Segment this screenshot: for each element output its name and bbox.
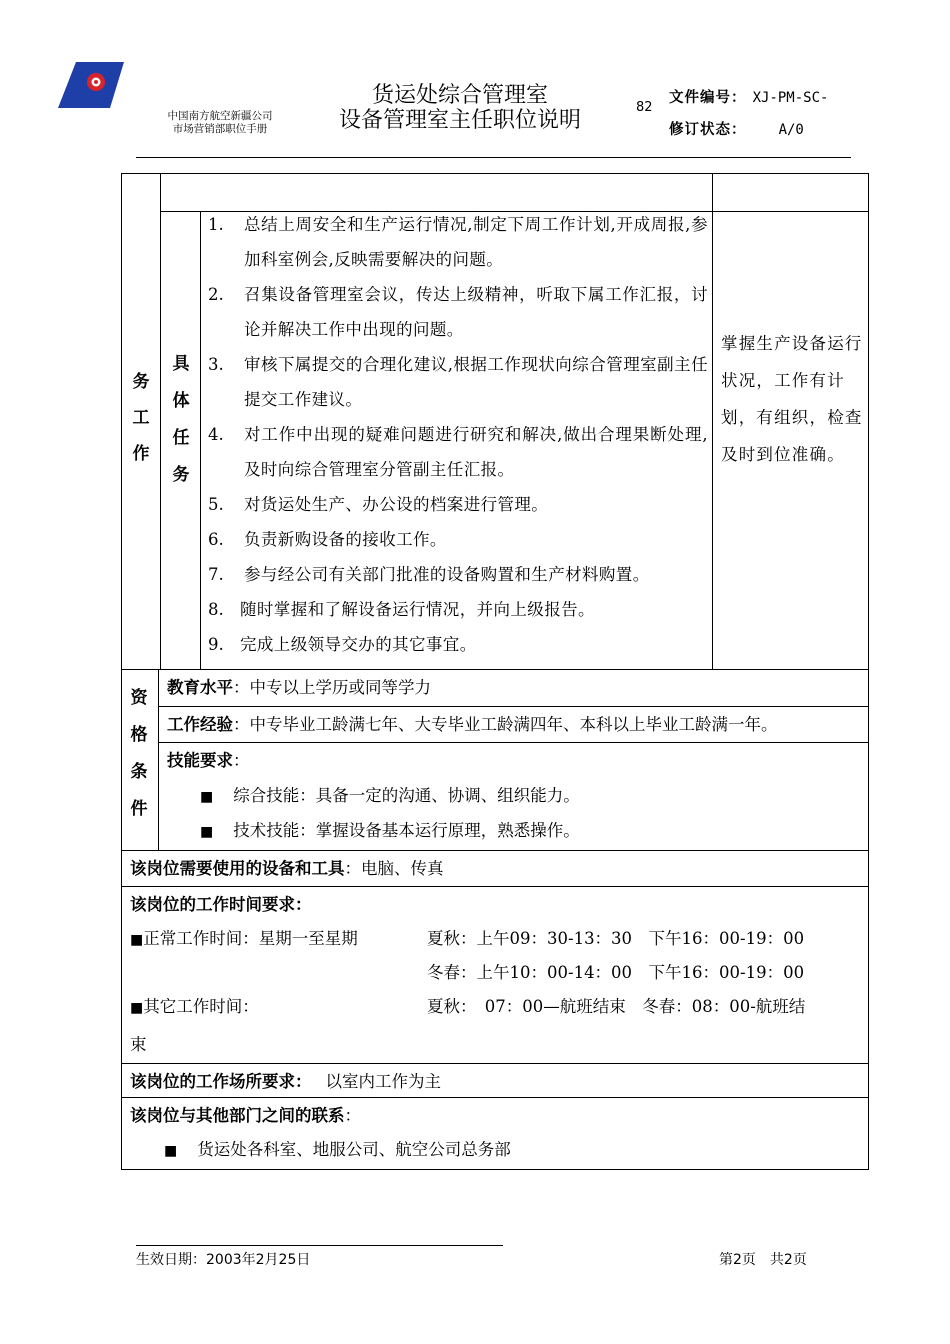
relations-item: [164, 1136, 511, 1160]
normal-time-winter: 冬春：上午10：00-14：00 下午16：00-19：00: [427, 963, 805, 982]
task-item: [208, 557, 708, 592]
standard-column-border: [712, 173, 713, 670]
duties-label-char: 作: [132, 444, 150, 464]
task-item: [208, 522, 708, 557]
normal-time-summer: 夏秋：上午09：30-13：30 下午16：00-19：00: [427, 929, 805, 948]
education-label: 教育水平: [167, 678, 233, 697]
workplace-value: 以室内工作为主: [325, 1072, 441, 1091]
task-number: 2.: [208, 285, 224, 304]
other-work-time: [130, 993, 259, 1017]
square-bullet-icon: ■: [200, 789, 214, 805]
task-item: [208, 207, 708, 277]
education-level: [167, 674, 431, 698]
qualification-section-label: [127, 680, 151, 828]
qualification-label-char: 条: [130, 762, 148, 782]
company-logo-icon: [58, 62, 124, 108]
task-number: 1.: [208, 215, 224, 234]
task-text: 负责新购设备的接收工作。: [244, 530, 447, 549]
tasks-label-char: 体: [172, 391, 190, 411]
workplace-requirements: [130, 1068, 441, 1092]
duties-bottom-border: [121, 669, 869, 670]
revision-status: [669, 118, 804, 139]
work-experience: [167, 711, 778, 735]
skill-text: 综合技能：具备一定的沟通、协调、组织能力。: [233, 786, 580, 805]
skill-requirements: [167, 747, 250, 771]
duties-label-column-border: [160, 173, 161, 670]
manual-name: 市场营销部职位手册: [172, 123, 268, 135]
task-number: 4.: [208, 425, 224, 444]
task-text: 召集设备管理室会议，传达上级精神，听取下属工作汇报，讨论并解决工作中出现的问题。: [244, 285, 708, 339]
task-number: 3.: [208, 355, 224, 374]
task-label-column-border: [200, 211, 201, 670]
task-text: 随时掌握和了解设备运行情况，并向上级报告。: [240, 600, 595, 619]
task-item: [208, 592, 708, 627]
workplace-label: 该岗位的工作场所要求：: [130, 1072, 312, 1091]
task-text: 对货运处生产、办公设的档案进行管理。: [244, 495, 549, 514]
task-number: 8.: [208, 600, 224, 619]
header-divider: [136, 157, 851, 158]
page-info: 第2页 共2页: [719, 1252, 807, 1268]
duties-label-char: 工: [132, 408, 150, 428]
task-number: 5.: [208, 495, 224, 514]
task-number: 7.: [208, 565, 224, 584]
square-bullet-icon: ■: [130, 932, 144, 948]
equipment-label: 该岗位需要使用的设备和工具: [130, 859, 345, 878]
skill-text: 技术技能：掌握设备基本运行原理，熟悉操作。: [233, 821, 580, 840]
document-subtitle: 设备管理室主任职位说明: [338, 108, 581, 133]
company-name: 中国南方航空新疆公司: [167, 110, 273, 122]
skills-label: 技能要求: [167, 751, 233, 770]
square-bullet-icon: ■: [130, 1000, 144, 1016]
specific-tasks-label: [169, 346, 193, 494]
workplace-row-border: [121, 1097, 869, 1098]
task-item: [208, 627, 708, 662]
revision-label: 修订状态：: [669, 122, 747, 138]
normal-work-time-label: 正常工作时间：星期一至星期: [143, 929, 358, 948]
experience-value: ：中专毕业工龄满七年、大专毕业工龄满四年、本科以上毕业工龄满一年。: [233, 715, 778, 734]
effective-date: 生效日期：2003年2月25日: [136, 1252, 311, 1268]
experience-label: 工作经验: [167, 715, 233, 734]
equipment-requirements: [130, 855, 444, 879]
square-bullet-icon: ■: [200, 824, 214, 840]
work-time-label: 该岗位的工作时间要求：: [130, 895, 312, 914]
other-time-value: 夏秋： 07：00—航班结束 冬春：08：00-航班结: [427, 997, 806, 1016]
relations-label: 该岗位与其他部门之间的联系: [130, 1106, 345, 1125]
file-number: [669, 86, 828, 107]
equipment-value: ：电脑、传真: [344, 859, 444, 878]
duties-section-label: [129, 364, 153, 472]
task-item: [208, 347, 708, 417]
skill-item: [200, 817, 580, 841]
task-number: 6.: [208, 530, 224, 549]
task-text: 对工作中出现的疑难问题进行研究和解决,做出合理果断处理,及时向综合管理室分管副主任汇报。: [244, 425, 708, 479]
relations-colon: ：: [344, 1106, 361, 1125]
equipment-row-border: [121, 886, 869, 887]
file-number-value: XJ-PM-SC-: [752, 90, 829, 106]
task-text: 参与经公司有关部门批准的设备购置和生产材料购置。: [244, 565, 650, 584]
document-title: 货运处综合管理室: [371, 83, 548, 108]
task-text: 总结上周安全和生产运行情况,制定下周工作计划,开成周报,参加科室例会,反映需要解决的问题。: [244, 215, 708, 269]
task-item: [208, 417, 708, 487]
relations-value: 货运处各科室、地服公司、航空公司总务部: [197, 1140, 511, 1159]
tasks-label-char: 任: [172, 428, 190, 448]
other-work-time-label: 其它工作时间：: [143, 997, 259, 1016]
qualification-label-column-border: [158, 669, 159, 851]
tasks-label-char: 务: [172, 465, 190, 485]
department-relations: [130, 1102, 361, 1126]
revision-value: A/0: [778, 122, 804, 138]
qualification-label-char: 格: [130, 725, 148, 745]
tasks-label-char: 具: [172, 354, 190, 374]
worktime-row-border: [121, 1063, 869, 1064]
page-marker: 82: [636, 100, 653, 115]
task-item: [208, 487, 708, 522]
normal-work-time: [130, 925, 358, 949]
footer-divider: [136, 1245, 503, 1246]
skill-item: [200, 782, 580, 806]
task-text: 审核下属提交的合理化建议,根据工作现状向综合管理室副主任提交工作建议。: [244, 355, 708, 409]
other-time-wrap: 束: [130, 1035, 147, 1054]
qualification-label-char: 件: [130, 799, 148, 819]
task-list: [208, 207, 708, 662]
task-number: 9.: [208, 635, 224, 654]
qualification-label-char: 资: [130, 688, 148, 708]
performance-standard: 掌握生产设备运行状况，工作有计划，有组织，检查及时到位准确。: [721, 334, 863, 464]
education-row-border: [158, 706, 868, 707]
square-bullet-icon: ■: [164, 1143, 178, 1159]
education-value: ：中专以上学历或同等学力: [233, 678, 431, 697]
file-number-label: 文件编号：: [669, 90, 747, 106]
experience-row-border: [158, 742, 868, 743]
task-item: [208, 277, 708, 347]
duties-label-char: 务: [132, 372, 150, 392]
task-text: 完成上级领导交办的其它事宜。: [240, 635, 477, 654]
qualification-bottom-border: [121, 850, 869, 851]
skills-colon: ：: [233, 751, 250, 770]
